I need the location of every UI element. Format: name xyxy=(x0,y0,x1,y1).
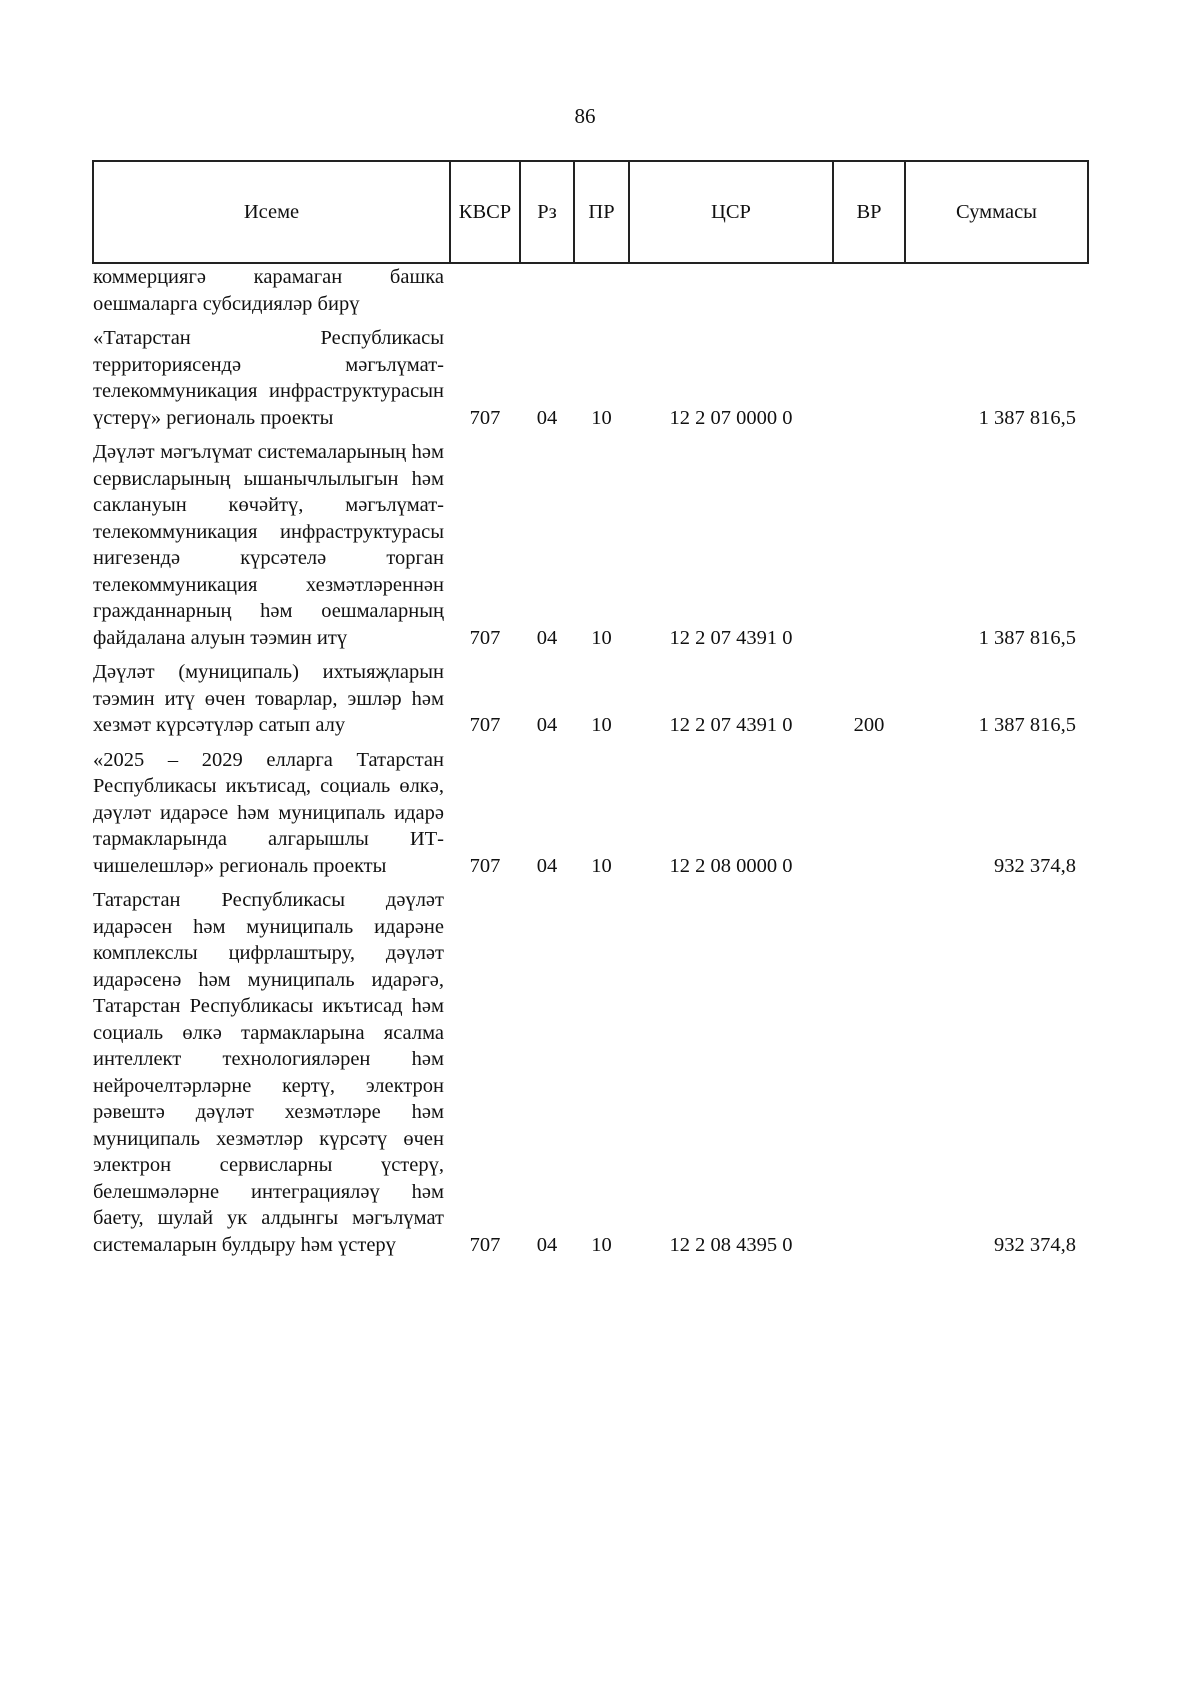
row-sum: 932 374,8 xyxy=(994,854,1076,877)
row-pr: 10 xyxy=(591,626,612,649)
row-kvsr: 707 xyxy=(469,406,501,429)
row-sum: 1 387 816,5 xyxy=(978,714,1076,736)
table-row xyxy=(93,437,1088,657)
page-number: 86 xyxy=(574,104,596,128)
row-name: Татарстан Республикасы дәүләт идарәсен һәм муниципаль идарәне комплекслы цифрлаштыру, дәүләт идарәсенә һәм муниципаль идарәгә, Татарстан Республикасы икътисад һәм социаль өлкә тармакларына ясалма интеллект технологияләрен һәм нейрочелтәрләрне кертү, электрон рәвештә дәүләт хезмәтләре һәм муниципаль хезмәтләр күрсәтү өчен электрон сервисларны үстерү, белешмәләрне интеграцияләү һәм баету, шулай ук алдынгы мәгълүмат системаларын булдыру һәм үстерү xyxy=(93,889,444,1256)
table-row xyxy=(93,885,1088,1264)
table-row xyxy=(93,323,1088,437)
row-vr xyxy=(833,745,905,886)
row-kvsr: 707 xyxy=(469,714,501,736)
row-vr xyxy=(833,323,905,437)
row-vr: 200 xyxy=(853,714,885,736)
row-kvsr: 707 xyxy=(469,1233,501,1256)
row-sum: 1 387 816,5 xyxy=(978,626,1076,649)
row-vr xyxy=(833,885,905,1264)
header-csr: ЦСР xyxy=(629,161,833,263)
row-pr: 10 xyxy=(591,406,612,429)
row-pr: 10 xyxy=(591,714,612,736)
header-pr: ПР xyxy=(574,161,629,263)
row-pr: 10 xyxy=(591,1233,612,1256)
row-name: Дәүләт (муниципаль) ихтыяҗларын тәэмин итү өчен товарлар, эшләр һәм хезмәт күрсәтүләр сатып алу xyxy=(93,661,444,736)
row-csr: 12 2 08 4395 0 xyxy=(669,1233,793,1256)
row-sum: 932 374,8 xyxy=(994,1233,1076,1256)
budget-table xyxy=(92,160,1089,1264)
row-name: Дәүләт мәгълүмат системаларының һәм сервисларының ышанычлылыгын һәм саклануын көчәйтү, мәгълүмат-телекоммуникация инфраструктурасы нигезендә күрсәтелә торган телекоммуникация хезмәтләреннән гражданнарның һәм оешмаларның файдалана алуын тәэмин итү xyxy=(93,441,444,649)
table-row xyxy=(93,263,1088,323)
row-sum xyxy=(905,263,1088,323)
row-name: «Татарстан Республикасы территориясендә мәгълүмат-телекоммуникация инфраструктурасын үстерү» региональ проекты xyxy=(93,327,444,429)
row-rz: 04 xyxy=(536,854,558,877)
row-rz: 04 xyxy=(536,406,558,429)
table-row xyxy=(93,657,1088,745)
row-csr: 12 2 07 0000 0 xyxy=(669,406,793,429)
row-rz xyxy=(520,263,574,323)
row-csr: 12 2 08 0000 0 xyxy=(669,854,793,877)
row-name: «2025 – 2029 елларга Татарстан Республикасы икътисад, социаль өлкә, дәүләт идарәсе һәм муниципаль идарә тармакларында алгарышлы ИТ-чишелешләр» региональ проекты xyxy=(93,748,444,877)
row-pr xyxy=(574,263,629,323)
row-vr xyxy=(833,437,905,657)
row-csr: 12 2 07 4391 0 xyxy=(669,626,793,649)
table-row xyxy=(93,745,1088,886)
row-kvsr: 707 xyxy=(469,626,501,649)
row-pr: 10 xyxy=(591,854,612,877)
header-name: Исеме xyxy=(93,161,450,263)
row-name: коммерциягә карамаган башка оешмаларга субсидияләр бирү xyxy=(93,266,444,315)
row-vr xyxy=(833,263,905,323)
row-rz: 04 xyxy=(536,714,558,736)
budget-table-container xyxy=(92,160,1087,1264)
row-rz: 04 xyxy=(536,1233,558,1256)
header-sum: Суммасы xyxy=(905,161,1088,263)
row-rz: 04 xyxy=(536,626,558,649)
row-csr: 12 2 07 4391 0 xyxy=(669,714,793,736)
row-csr xyxy=(629,263,833,323)
header-rz: Рз xyxy=(520,161,574,263)
row-kvsr: 707 xyxy=(469,854,501,877)
row-sum: 1 387 816,5 xyxy=(978,406,1076,429)
header-kvsr: КВСР xyxy=(450,161,520,263)
row-kvsr xyxy=(450,263,520,323)
table-header-row xyxy=(93,161,1088,263)
header-vr: ВР xyxy=(833,161,905,263)
